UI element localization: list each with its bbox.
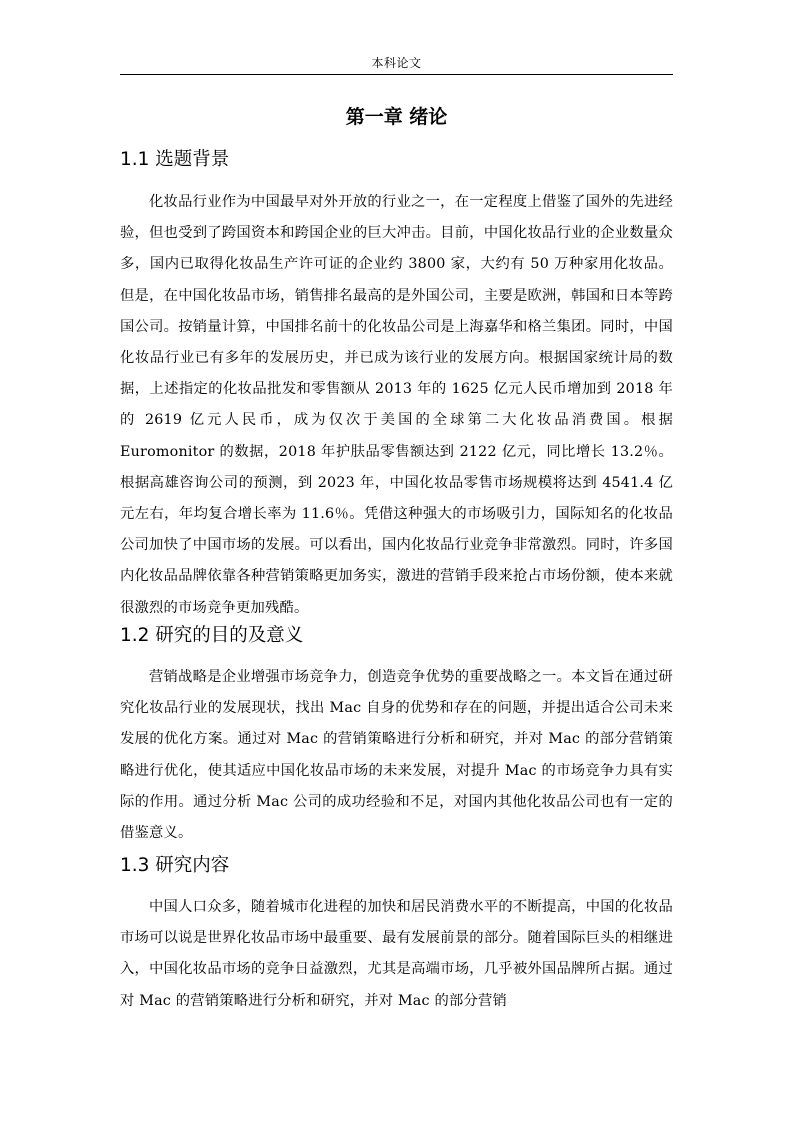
header-rule (120, 74, 673, 75)
running-header: 本科论文 (371, 56, 422, 70)
section-heading: 1.3 研究内容 (120, 855, 230, 876)
section-heading: 1.2 研究的目的及意义 (120, 625, 304, 646)
section-content (120, 853, 673, 1017)
section-paragraph: 中国人口众多，随着城市化进程的加快和居民消费水平的不断提高，中国的化妆品市场可以说是世界化妆品市场中最重要、最有发展前景的部分。随着国际巨头的相继进入，中国化妆品市场的竞争日益激烈，尤其是高端市场，几乎被外国品牌所占据。通过对 Mac 的营销策略进行分析和研究，并对 Mac 的部分营销 (120, 899, 673, 1009)
section-heading: 1.1 选题背景 (120, 149, 230, 170)
section-purpose (120, 623, 673, 849)
chapter-title: 第一章 绪论 (345, 106, 448, 128)
section-paragraph: 化妆品行业作为中国最早对外开放的行业之一，在一定程度上借鉴了国外的先进经验，但也受到了跨国资本和跨国企业的巨大冲击。目前，中国化妆品行业的企业数量众多，国内已取得化妆品生产许可证的企业约 3800 家，大约有 50 万种家用化妆品。但是，在中国化妆品市场，销售排名最高的是外国公司，主要是欧洲，韩国和日本等跨国公司。按销量计算，中国排名前十的化妆品公司是上海嘉华和格兰集团。同时，中国化妆品行业已有多年的发展历史，并已成为该行业的发展方向。根据国家统计局的数据，上述指定的化妆品批发和零售额从 2013 年的 1625 亿元人民币增加到 2018 年的 2619 亿元人民币，成为仅次于美国的全球第二大化妆品消费国。根据 Euromonitor 的数据，2018 年护肤品零售额达到 2122 亿元，同比增长 13.2％。根据高雄咨询公司的预测，到 2023 年，中国化妆品零售市场规模将达到 4541.4 亿元左右，年均复合增长率为 11.6％。凭借这种强大的市场吸引力，国际知名的化妆品公司加快了中国市场的发展。可以看出，国内化妆品行业竞争非常激烈。同时，许多国内化妆品品牌依靠各种营销策略更加务实，激进的营销手段来抢占市场份额，使本来就很激烈的市场竞争更加残酷。 (120, 194, 673, 616)
section-paragraph: 营销战略是企业增强市场竞争力，创造竞争优势的重要战略之一。本文旨在通过研究化妆品行业的发展现状，找出 Mac 自身的优势和存在的问题，并提出适合公司未来发展的优化方案。通过对 Mac 的营销策略进行分析和研究，并对 Mac 的部分营销策略进行优化，使其适应中国化妆品市场的未来发展，对提升 Mac 的市场竞争力具有实际的作用。通过分析 Mac 公司的成功经验和不足，对国内其他化妆品公司也有一定的借鉴意义。 (120, 669, 673, 842)
section-background (120, 147, 673, 624)
